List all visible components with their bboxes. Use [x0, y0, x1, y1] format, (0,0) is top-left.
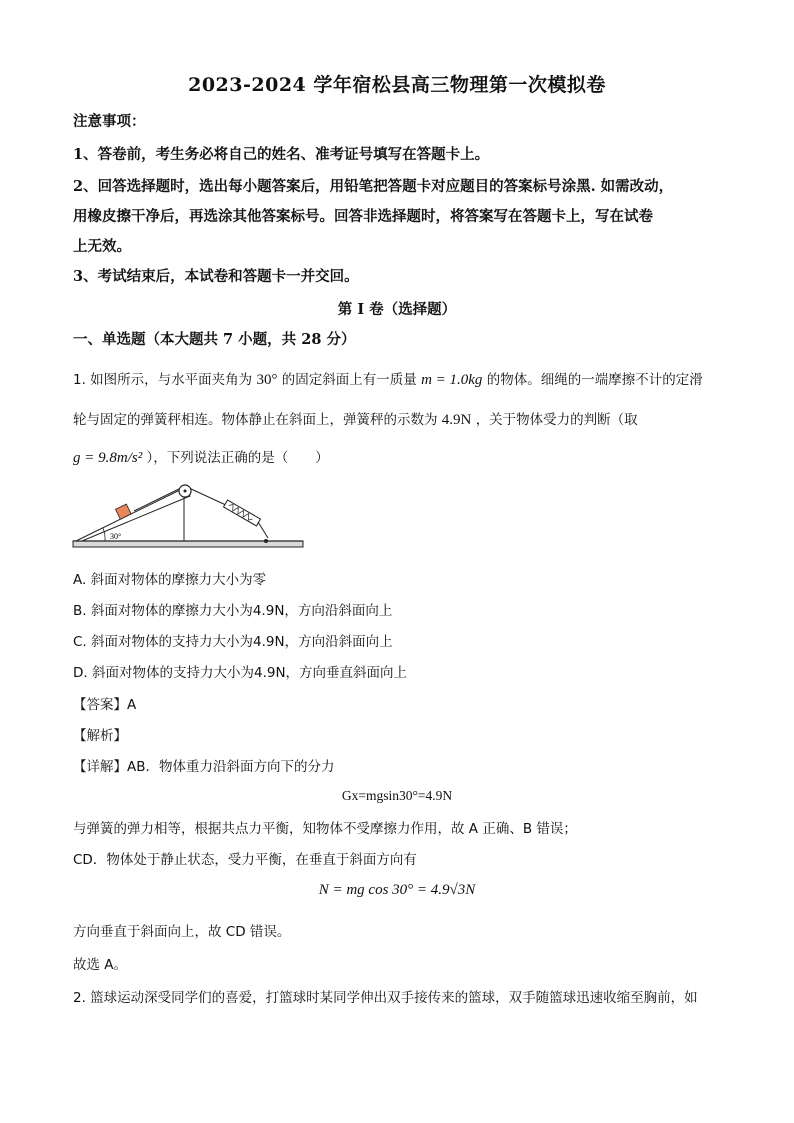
- q1-angle: 30°: [256, 372, 278, 388]
- option-d: D. 斜面对物体的支持力大小为4.9N，方向垂直斜面向上: [73, 665, 408, 681]
- q1-text-b: 的固定斜面上有一质量: [281, 372, 417, 388]
- question-1-line-1: [73, 368, 723, 389]
- detail-line: 【详解】AB．物体重力沿斜面方向下的分力: [73, 759, 335, 775]
- formula-1: Gx=mgsin30°=4.9N: [341, 788, 453, 803]
- option-a: A. 斜面对物体的摩擦力大小为零: [73, 572, 267, 588]
- scale-anchor-line: [258, 522, 268, 538]
- q1-text-f: ），下列说法正确的是（ ）: [146, 450, 329, 466]
- notice-heading: 注意事项：: [73, 113, 146, 130]
- answer-line: 【答案】A: [73, 697, 137, 713]
- q1-text-d: 轮与固定的弹簧秤相连。物体静止在斜面上，弹簧秤的示数为: [73, 412, 438, 428]
- option-c: C. 斜面对物体的支持力大小为4.9N，方向沿斜面向上: [73, 634, 393, 650]
- notice-item-2-end: 上无效。: [73, 238, 131, 255]
- ground-base: [73, 541, 303, 547]
- q1-text-c: 的物体。细绳的一端摩擦不计的定滑: [486, 372, 703, 388]
- question-2-line-1: 2. 篮球运动深受同学们的喜爱，打篮球时某同学伸出双手接传来的篮球，双手随篮球迅速收缩至胸前，如: [73, 990, 698, 1006]
- question-1-line-3: [73, 446, 723, 467]
- q1-gravity: g = 9.8m/s²: [73, 450, 143, 466]
- formula-2: N = mg cos 30° = 4.9√3N: [318, 882, 476, 898]
- option-b: B. 斜面对物体的摩擦力大小为4.9N，方向沿斜面向上: [73, 603, 393, 619]
- exam-title: 2023-2024 学年宿松县高三物理第一次模拟卷: [188, 74, 606, 96]
- notice-item-1: 1、答卷前，考生务必将自己的姓名、准考证号填写在答题卡上。: [73, 146, 490, 163]
- explanation-line-2: CD．物体处于静止状态，受力平衡，在垂直于斜面方向有: [73, 852, 417, 868]
- angle-label: 30°: [110, 532, 122, 541]
- notice-item-2: 2、回答选择题时，选出每小题答案后，用铅笔把答题卡对应题目的答案标号涂黑. 如需改动，: [73, 178, 674, 195]
- conclusion-line: 故选 A。: [73, 957, 128, 973]
- section-title: 第 I 卷（选择题）: [337, 301, 457, 318]
- pulley-axle: [184, 490, 187, 493]
- analysis-heading: 【解析】: [73, 728, 127, 744]
- q1-mass: m = 1.0kg: [421, 372, 483, 388]
- scale-anchor: [264, 539, 268, 543]
- incline-diagram: [70, 478, 306, 554]
- q1-text-e: ，关于物体受力的判断（取: [475, 412, 638, 428]
- explanation-line-3: 方向垂直于斜面向上，故 CD 错误。: [73, 924, 291, 940]
- question-1-line-2: [73, 408, 723, 429]
- notice-item-2-cont: 用橡皮擦干净后，再选涂其他答案标号。回答非选择题时，将答案写在答题卡上，写在试卷: [73, 208, 653, 225]
- part-title: 一、单选题（本大题共 7 小题，共 28 分）: [73, 331, 356, 348]
- rope-segment-2: [189, 488, 228, 506]
- spring-scale: [224, 500, 261, 526]
- incline-plane: [76, 488, 190, 541]
- q1-text-a: 1. 如图所示，与水平面夹角为: [73, 372, 253, 388]
- q1-reading: 4.9N: [441, 412, 472, 428]
- explanation-line-1: 与弹簧的弹力相等，根据共点力平衡，知物体不受摩擦力作用，故 A 正确、B 错误；: [73, 821, 577, 837]
- notice-item-3: 3、考试结束后，本试卷和答题卡一并交回。: [73, 268, 359, 285]
